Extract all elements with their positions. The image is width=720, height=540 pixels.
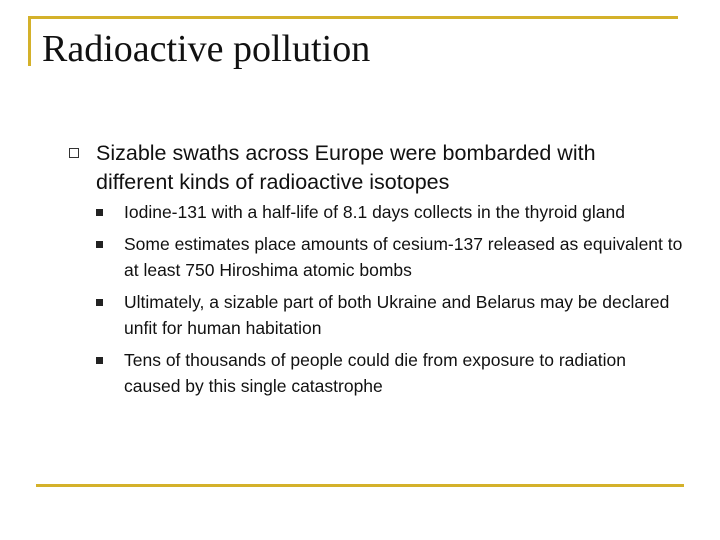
sub-bullet-list: [96, 199, 686, 405]
filled-square-bullet-icon: [96, 299, 103, 306]
filled-square-bullet-icon: [96, 209, 103, 216]
sub-bullet-item: [96, 199, 686, 225]
sub-bullet-text: Tens of thousands of people could die from exposure to radiation caused by this single catastrophe: [124, 350, 626, 396]
slide-title: Radioactive pollution: [42, 28, 371, 70]
filled-square-bullet-icon: [96, 241, 103, 248]
main-bullet: [70, 139, 676, 197]
hollow-square-bullet-icon: [69, 148, 79, 158]
sub-bullet-text: Some estimates place amounts of cesium-137 released as equivalent to at least 750 Hiroshima atomic bombs: [124, 234, 683, 280]
sub-bullet-text: Ultimately, a sizable part of both Ukraine and Belarus may be declared unfit for human habitation: [124, 292, 670, 338]
sub-bullet-text: Iodine-131 with a half-life of 8.1 days collects in the thyroid gland: [124, 202, 625, 222]
main-bullet-text: Sizable swaths across Europe were bombarded with different kinds of radioactive isotopes: [96, 141, 596, 194]
sub-bullet-item: [96, 289, 686, 341]
top-accent-line: [28, 16, 678, 19]
bottom-accent-line: [36, 484, 684, 487]
sub-bullet-item: [96, 347, 686, 399]
filled-square-bullet-icon: [96, 357, 103, 364]
left-accent-line: [28, 16, 31, 66]
sub-bullet-item: [96, 231, 686, 283]
